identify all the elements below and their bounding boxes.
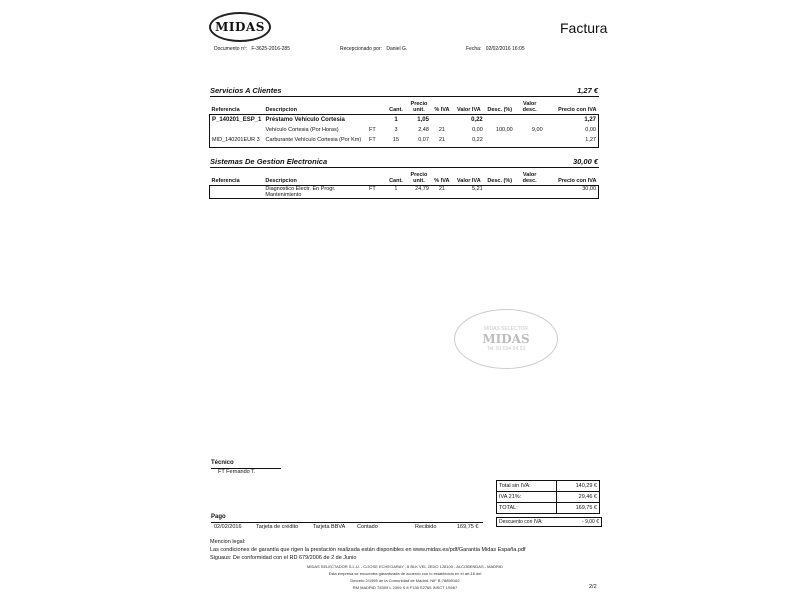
table-header-row (210, 97, 599, 115)
footer-line2: Esta empresa se encuentra garantizada de acuerdo con lo establecido en el art.16 del (328, 571, 482, 576)
row-desc-pct: 100,00 (495, 127, 513, 133)
items-table-sistemas (209, 167, 599, 199)
tecnico-value: FT Fernando T. (218, 469, 256, 475)
documento-field (214, 46, 290, 52)
row-desc-pct (485, 137, 515, 148)
legal-line2: Siguaus: De conformidad con el RD 679/2006 de 2 de Junio (210, 555, 357, 561)
col-valor-iva: Valor IVA (453, 168, 485, 186)
discount-value: - 9,00 € (582, 519, 599, 525)
row-desc: Préstamo Vehículo Cortesia (265, 117, 345, 123)
iva-label: IVA 21%: (497, 492, 557, 503)
legal-label: Mencion legal: (210, 539, 246, 545)
row-valor-iva: 0,22 (472, 137, 483, 143)
pago-tarjeta: Tarjeta BBVA (313, 524, 346, 530)
row-desc: Diagnostico Electr. En Progr. Mantenimiento (265, 186, 336, 198)
col-cant: Cant. (385, 97, 407, 115)
col-descripcion: Descripcion (263, 97, 367, 115)
col-precio-con-iva: Precio con IVA (545, 168, 599, 186)
pago-divider (211, 522, 483, 523)
totals-row (497, 503, 600, 514)
row-valor-iva: 0,00 (472, 127, 483, 133)
logo-text: MIDAS (215, 20, 265, 34)
col-desc-pct: Desc. (%) (485, 97, 515, 115)
row-iva (431, 115, 453, 128)
totals-row (497, 481, 600, 492)
col-cant: Cant. (385, 168, 407, 186)
page-number: 2/2 (589, 584, 597, 590)
row-valor-desc: 9,00 (531, 127, 543, 133)
company-stamp (454, 309, 558, 369)
row-type: FT (369, 186, 376, 192)
row-type: FT (369, 137, 376, 143)
pago-medio: Tarjeta de crédito (256, 524, 299, 530)
row-valor-iva: 5,21 (472, 186, 483, 192)
row-valor-desc (515, 115, 545, 128)
document-title: Factura (560, 20, 608, 36)
pago-label: Pago (211, 514, 226, 520)
midas-logo (209, 12, 271, 42)
row-total: 30,00 (582, 186, 596, 192)
table-header-row (210, 168, 599, 186)
col-valor-desc: Valor desc. (515, 168, 545, 186)
table-row (210, 127, 599, 137)
col-precio-unit: Precio unit. (407, 168, 431, 186)
row-total: 0,00 (585, 127, 596, 133)
total-value: 169,75 € (556, 503, 599, 514)
row-precio: 24,79 (415, 186, 429, 192)
row-cant: 1 (394, 117, 398, 123)
stamp-brand: MIDAS (482, 332, 530, 346)
row-desc-pct (485, 115, 515, 128)
row-total: 1,27 (584, 117, 596, 123)
stamp-line1: MIDAS SELECTOR (483, 326, 529, 332)
row-desc: Carburante Vehículo Cortesia (Por Km) (265, 137, 362, 143)
row-iva: 21 (438, 127, 445, 133)
pago-importe: 169,75 € (457, 524, 479, 530)
documento-label: Documento nº: (214, 46, 247, 52)
totals-row (497, 492, 600, 503)
table-row (210, 186, 599, 199)
row-cant: 1 (394, 186, 398, 192)
col-desc-pct: Desc. (%) (485, 168, 515, 186)
items-table-servicios (209, 96, 599, 148)
recepcionado-field (340, 46, 407, 52)
table-row (210, 115, 599, 128)
row-ref (210, 186, 264, 199)
row-type: FT (369, 127, 376, 133)
legal-line1: Las condiciones de garantía que rigen la prestación realizada están disponibles en www.midas.es/pdf/Garantia Midas España.pdf (210, 547, 526, 553)
col-valor-iva: Valor IVA (453, 97, 485, 115)
col-referencia: Referencia (210, 168, 264, 186)
documento-value: F-3625-2016-285 (251, 46, 290, 52)
fecha-value: 02/02/2016 16:05 (485, 46, 525, 52)
section-title: Sistemas De Gestion Electronica (210, 157, 328, 166)
col-valor-desc: Valor desc. (515, 97, 545, 115)
row-type (367, 115, 385, 128)
section-total: 30,00 € (572, 157, 598, 166)
row-valor-desc (515, 186, 545, 199)
total-sin-iva-value: 140,29 € (556, 481, 599, 492)
totals-table (496, 480, 600, 514)
total-sin-iva-label: Total sin IVA: (497, 481, 557, 492)
total-label: TOTAL: (497, 503, 557, 514)
recepcionado-label: Recepcionado por: (340, 46, 382, 52)
row-desc-pct (485, 186, 515, 199)
col-precio-con-iva: Precio con IVA (545, 97, 599, 115)
footer-line4: RM MADRID T8309 L 2309 S 8 F136 S2765 INSCT 1S967 (352, 585, 458, 590)
col-referencia: Referencia (210, 97, 264, 115)
tecnico-label: Técnico (211, 460, 234, 466)
discount-box (496, 517, 602, 527)
row-precio: 1,05 (417, 117, 429, 123)
row-ref: P_140201_ESP_1 (212, 117, 262, 123)
iva-value: 29,46 € (556, 492, 599, 503)
stamp-line2: Tel. 91 654 54 53 (486, 346, 526, 352)
row-valor-iva: 0,22 (471, 117, 483, 123)
row-ref (210, 127, 264, 137)
pago-estado: Recibido (415, 524, 437, 530)
footer-line1: MIDAS SELECTADOR S.L.U. - C/JOSE ECHEGARAY , 8 BLK VEL 2EDO 128100 - ALCOBENDAS - MADRID (307, 564, 503, 569)
row-cant: 3 (394, 127, 398, 133)
footer-line3: Decreto 2/1995 de la Comunidad de Madrid. NIF B-78859162 (350, 578, 460, 583)
row-precio: 0,07 (418, 137, 429, 143)
row-iva: 21 (438, 186, 445, 192)
fecha-field (466, 46, 525, 52)
row-valor-desc (515, 137, 545, 148)
row-total: 1,27 (585, 137, 596, 143)
pago-fecha: 02/02/2016 (214, 524, 242, 530)
row-iva: 21 (438, 137, 445, 143)
row-precio: 2,48 (418, 127, 429, 133)
fecha-label: Fecha: (466, 46, 482, 52)
row-cant: 15 (392, 137, 400, 143)
table-row (210, 137, 599, 148)
discount-label: Descuento con IVA: (499, 519, 543, 525)
recepcionado-value: Daniel G. (386, 46, 408, 52)
row-desc: Vehículo Cortesia (Por Horas) (265, 127, 339, 133)
col-iva-pct: % IVA (431, 97, 453, 115)
pago-tipo: Contado (357, 524, 378, 530)
col-descripcion: Descripcion (263, 168, 367, 186)
row-ref: MID_140201EUR 3 (212, 137, 260, 143)
col-precio-unit: Precio unit. (407, 97, 431, 115)
col-iva-pct: % IVA (431, 168, 453, 186)
section-title: Servicios A Clientes (210, 86, 282, 95)
section-total: 1,27 € (577, 86, 598, 95)
